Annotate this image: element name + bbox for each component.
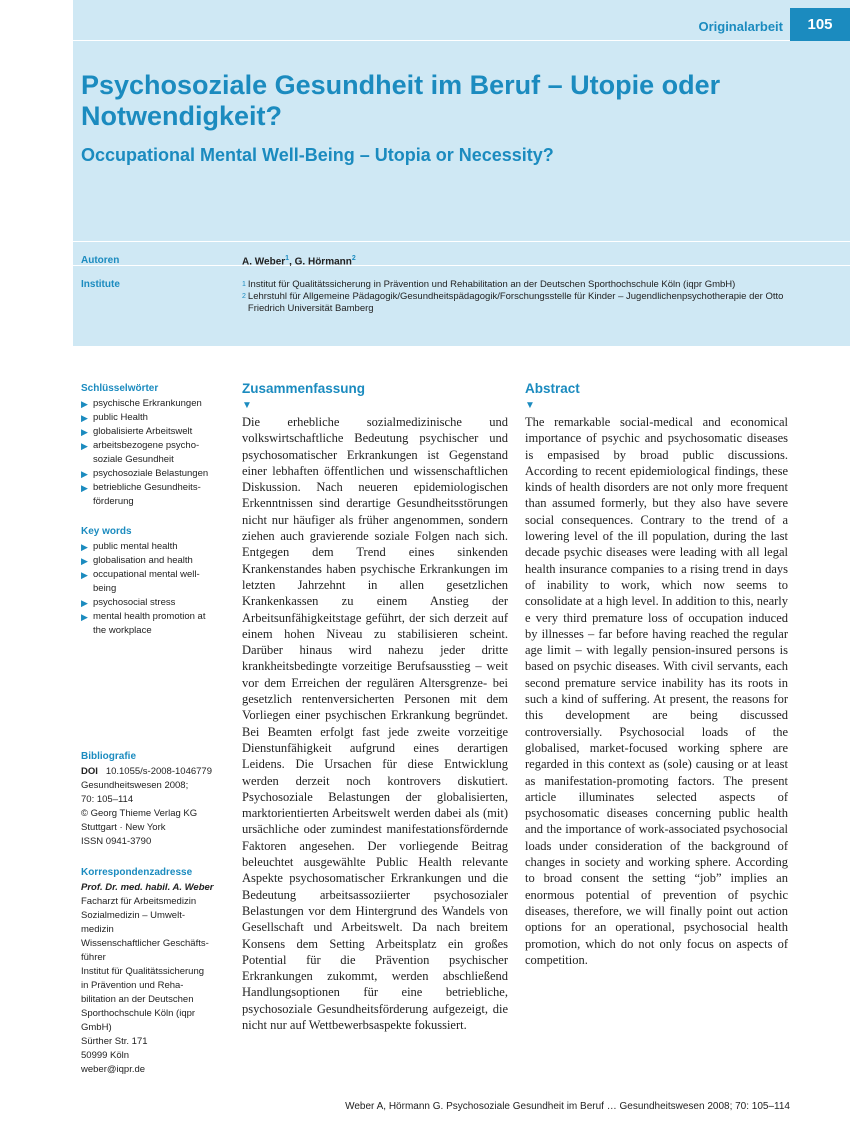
divider xyxy=(73,40,850,41)
zusammenfassung-heading: Zusammenfassung xyxy=(242,381,366,396)
institute-number: 1 xyxy=(242,281,246,288)
correspondence-line: Sozialmedizin – Umwelt- xyxy=(81,910,186,921)
keyword-item xyxy=(81,411,221,425)
bullet-icon: ▶ xyxy=(81,483,88,493)
correspondence xyxy=(81,866,221,1077)
correspondence-line: führer xyxy=(81,952,106,963)
bullet-icon: ▶ xyxy=(81,612,88,622)
institute-number: 2 xyxy=(242,293,246,300)
title-english: Occupational Mental Well-Being – Utopia or Necessity? xyxy=(81,145,554,165)
keywords-en-list xyxy=(81,540,221,638)
keyword-text: public mental health xyxy=(93,541,178,552)
section-label: Originalarbeit xyxy=(698,19,783,34)
divider xyxy=(73,265,850,266)
correspondence-line: medizin xyxy=(81,924,114,935)
sidebar xyxy=(81,382,221,638)
keyword-text: public Health xyxy=(93,412,148,423)
correspondence-line: bilitation an der Deutschen xyxy=(81,994,194,1005)
doi xyxy=(81,765,221,779)
zusammenfassung-text: Die erhebliche sozialmedizinische und volkswirtschaftliche Bedeutung psychischer und psychosomatischer Erkrankungen ist Gegenstand einer lebhaften öffentlichen und wissenschaftlichen Diskussion. Nach neueren epidemiologischen Erkenntnissen sind derartige Gesundheitsstörungen nicht nur häufiger als früher angenommen, sondern ziehen auch gravierende soziale Folgen nach sich. Entgegen dem Trend eines sinkenden Krankenstandes haben psychische Erkrankungen im letzten Jahrzehnt in allen gesetzlichen Krankenkassen zu einem Anstieg der Arbeitsunfähigkeitstage geführt, der sich derzeit auf einem hohen Niveau zu stabilisieren scheint. Darüber hinaus wird nahezu jeder dritte krankheitsbedingte vorzeitige Berufsausstieg – weit vor dem Erreichen der regulären Altersgrenze- bei gesetzlich rentenversicherten Personen mit dem Vorliegen einer psychischen Erkrankung begründet. Bei Beamten erfolgt fast jede zweite vorzeitige Dienstunfähigkeit aufgrund eines derartigen Leidens. Die Ursachen für diese Entwicklung werden derzeit noch kontrovers diskutiert. Psychosoziale Belastungen der globalisierten, marktorientierten Arbeitswelt werden dabei als (mit) ursächliche oder zumindest manifestationsfördernde Faktoren angesehen. Der vorliegende Beitrag beleuchtet ausgewählte Public Health relevante Aspekte psychosomatischer Erkrankungen und die Bedeutung arbeitsassoziierter psychosozialer Belastungen vor dem Hintergrund des Wandels von Gesellschaft und Arbeitswelt. Da nach breitem Konsens dem Setting Arbeitsplatz ein großes Potential für die Prävention psychischer Erkrankungen zukommt, werden abschließend Handlungsoptionen für eine betriebliche, psychosoziale Gesundheitsförderung aufgezeigt, die nicht nur auf Wettbewerbsaspekte fokussiert. xyxy=(242,415,508,1032)
page-number: 105 xyxy=(790,8,850,41)
bullet-icon: ▶ xyxy=(81,399,88,409)
abstract-text: The remarkable social-medical and economical importance of psychic and psychosomatic diseases is empasised by broad public discussions. According to recent epidemiological findings, these kinds of health disorders are not only more frequent than assumed formerly, but they also have severe social consequences. Contrary to the trend of a lowering level of the ill population, during the last decade psychic diseases were leading with all legal health insurance companies to a rising trend in days of inability to work, which now seems to consolidate at a high level. In addition to this, nearly e very third premature loss of occupation induced by illnesses – far before having reached the regular age limit – with legally pension-insured persons is based on psychic diseases. With civil servants, each second premature service inability has its roots in such a kind of suffering. At present, the reasons for this development are being discussed controversially. Psychosocial loads of the globalised, market-focused working sphere are regarded in this context as (sole) causing or at least as manifestation-promoting factors. The present article illuminates selected aspects of psychosomatic diseases concerning public health and the importance of work-associated psychosocial loads under consideration of the background of changes in society and working sphere. According to broad consent the setting “job” implies an enormous potential of prevention of psychic diseases, therefore, we will finally point out action options for an operational, psychosocial health promotion, which do not only focus on aspects of competition. xyxy=(525,415,788,967)
institute xyxy=(242,291,802,315)
doi-label: DOI xyxy=(81,766,98,777)
author-affiliation: 2 xyxy=(351,255,356,262)
institute-text: Lehrstuhl für Allgemeine Pädagogik/Gesundheitspädagogik/Forschungsstelle für Kinder – Jugendlichenpsychotherapie der Otto Friedrich Universität Bamberg xyxy=(247,291,784,314)
keyword-text: globalisation and health xyxy=(93,555,193,566)
keyword-item xyxy=(81,554,221,568)
author-name: G. Hörmann xyxy=(294,256,352,268)
keyword-item xyxy=(81,425,221,439)
bullet-icon: ▶ xyxy=(81,427,88,437)
keywords-de-list xyxy=(81,397,221,509)
bibliography-line: © Georg Thieme Verlag KG xyxy=(81,808,198,819)
authors-label: Autoren xyxy=(81,255,120,266)
correspondence-email: weber@iqpr.de xyxy=(81,1064,146,1075)
keyword-item xyxy=(81,467,221,481)
keyword-text: mental health promotion at the workplace xyxy=(93,611,206,636)
correspondence-line: Wissenschaftlicher Geschäfts- xyxy=(81,938,209,949)
bibliography-label: Bibliografie xyxy=(81,751,137,762)
correspondence-label: Korrespondenzadresse xyxy=(81,867,193,878)
institutes xyxy=(242,279,802,315)
keyword-item xyxy=(81,540,221,554)
doi-value: 10.1055/s-2008-1046779 xyxy=(105,766,212,777)
authors: A. Weber$^1$, G. Hörmann$^2$ xyxy=(242,255,356,268)
keyword-text: arbeitsbezogene psycho-soziale Gesundheit xyxy=(93,440,200,465)
bullet-icon: ▶ xyxy=(81,413,88,423)
triangle-down-icon: ▼ xyxy=(525,400,535,411)
keyword-item xyxy=(81,568,221,596)
institute-text: Institut für Qualitätssicherung in Prävention und Rehabilitation an der Deutschen Sporthochschule Köln (iqpr GmbH) xyxy=(247,279,736,290)
institutes-label: Institute xyxy=(81,279,120,290)
bibliography-line: 70: 105–114 xyxy=(81,794,134,805)
bullet-icon: ▶ xyxy=(81,441,88,451)
keyword-text: globalisierte Arbeitswelt xyxy=(93,426,193,437)
bibliography-line: ISSN 0941-3790 xyxy=(81,836,152,847)
correspondence-line: GmbH) xyxy=(81,1022,112,1033)
bullet-icon: ▶ xyxy=(81,598,88,608)
keywords-en-label: Key words xyxy=(81,526,132,537)
keyword-item xyxy=(81,610,221,638)
bullet-icon: ▶ xyxy=(81,570,88,580)
abstract-heading: Abstract xyxy=(525,381,580,396)
bibliography-line: Stuttgart · New York xyxy=(81,822,166,833)
bibliography xyxy=(81,750,221,849)
keyword-item xyxy=(81,397,221,411)
keyword-item xyxy=(81,481,221,509)
correspondence-line: Institut für Qualitätssicherung xyxy=(81,966,205,977)
footer-citation: Weber A, Hörmann G. Psychosoziale Gesundheit im Beruf … Gesundheitswesen 2008; 70: 105–114 xyxy=(345,1101,790,1112)
institute xyxy=(242,279,802,291)
correspondence-name: Prof. Dr. med. habil. A. Weber xyxy=(81,882,214,893)
bibliography-line: Gesundheitswesen 2008; xyxy=(81,780,189,791)
author-affiliation: 1 xyxy=(285,255,290,262)
keyword-text: occupational mental well-being xyxy=(93,569,200,594)
correspondence-line: Facharzt für Arbeitsmedizin xyxy=(81,896,197,907)
correspondence-line: Sporthochschule Köln (iqpr xyxy=(81,1008,196,1019)
keyword-text: psychosoziale Belastungen xyxy=(93,468,209,479)
divider xyxy=(73,241,850,242)
keyword-item xyxy=(81,439,221,467)
keyword-text: betriebliche Gesundheits-förderung xyxy=(93,482,201,507)
correspondence-line: in Prävention und Reha- xyxy=(81,980,184,991)
bullet-icon: ▶ xyxy=(81,556,88,566)
keyword-text: psychosocial stress xyxy=(93,597,176,608)
triangle-down-icon: ▼ xyxy=(242,400,252,411)
title-german: Psychosoziale Gesundheit im Beruf – Utopie oder Notwendigkeit? xyxy=(81,70,721,131)
keyword-text: psychische Erkrankungen xyxy=(93,398,202,409)
keywords-de-label: Schlüsselwörter xyxy=(81,383,159,394)
keyword-item xyxy=(81,596,221,610)
bullet-icon: ▶ xyxy=(81,542,88,552)
author-name: A. Weber xyxy=(242,256,286,268)
correspondence-line: 50999 Köln xyxy=(81,1050,130,1061)
correspondence-line: Sürther Str. 171 xyxy=(81,1036,148,1047)
bullet-icon: ▶ xyxy=(81,469,88,479)
